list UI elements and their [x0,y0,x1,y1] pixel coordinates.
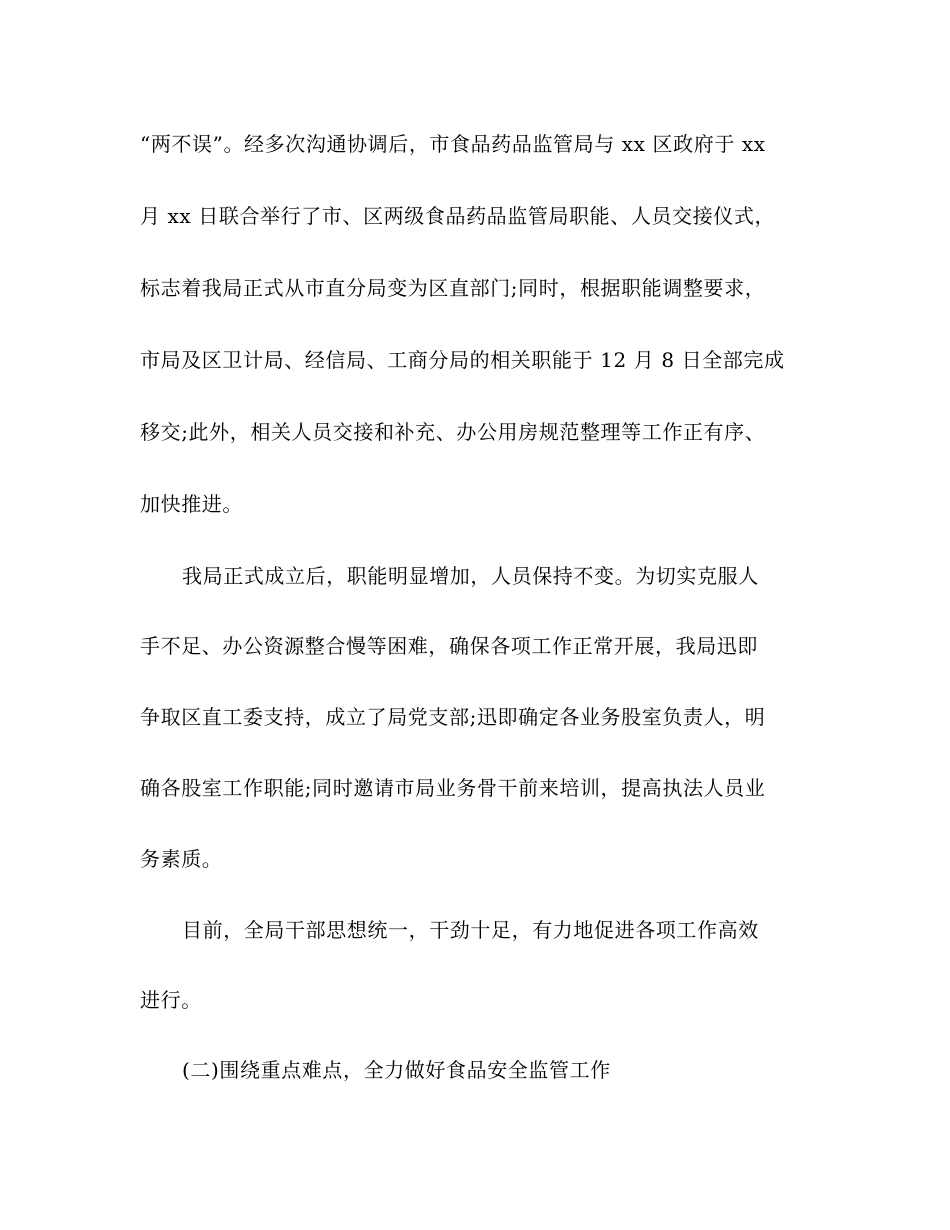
paragraph-line: 加快推进。 [140,492,243,516]
paragraph-line: 进行。 [140,988,202,1012]
paragraph-line: “两不误”。经多次沟通协调后，市食品药品监管局与 xx 区政府于 xx [140,132,766,156]
paragraph-line: 我局正式成立后，职能明显增加，人员保持不变。为切实克服人 [182,564,759,588]
paragraph-line: 月 xx 日联合举行了市、区两级食品药品监管局职能、人员交接仪式， [140,204,776,228]
paragraph-line: 移交;此外，相关人员交接和补充、办公用房规范整理等工作正有序、 [140,420,766,444]
paragraph-line: 标志着我局正式从市直分局变为区直部门;同时，根据职能调整要求， [140,276,766,300]
paragraph-line: 务素质。 [140,847,223,871]
paragraph-line: 目前，全局干部思想统一，干劲十足，有力地促进各项工作高效 [182,918,759,942]
paragraph-line: 市局及区卫计局、经信局、工商分局的相关职能于 12 月 8 日全部完成 [140,348,785,372]
section-heading: (二)围绕重点难点，全力做好食品安全监管工作 [182,1058,611,1082]
paragraph-line: 确各股室工作职能;同时邀请市局业务骨干前来培训，提高执法人员业 [140,776,766,800]
paragraph-line: 争取区直工委支持，成立了局党支部;迅即确定各业务股室负责人，明 [140,705,766,729]
paragraph-line: 手不足、办公资源整合慢等困难，确保各项工作正常开展，我局迅即 [140,634,758,658]
